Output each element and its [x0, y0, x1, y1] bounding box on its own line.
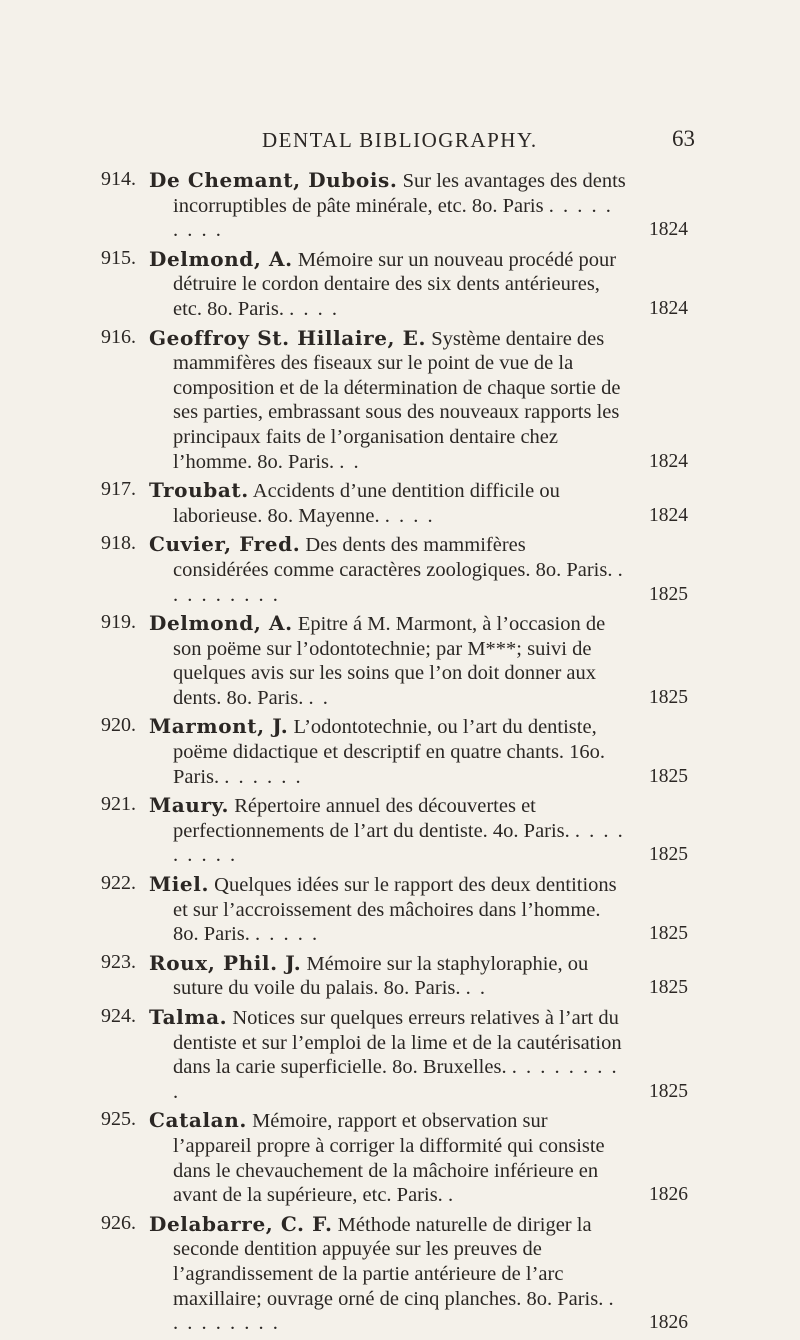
entry-author: Miel. [149, 872, 210, 897]
entry-author: Roux, Phil. J. [149, 950, 302, 975]
entry-body [149, 326, 626, 475]
bibliography-entry [0, 478, 800, 528]
entry-leader-dots: . . . . . . . . . [173, 1056, 619, 1103]
entry-number: 922. [101, 872, 136, 895]
entry-body [149, 1108, 626, 1207]
bibliography-entry [0, 326, 800, 475]
bibliography-entry [0, 168, 800, 243]
bibliography-entry [0, 1005, 800, 1104]
bibliography-entry [0, 247, 800, 322]
running-head: DENTAL BIBLIOGRAPHY. [262, 128, 538, 152]
entry-author: Marmont, J. [149, 714, 289, 739]
entry-body [149, 1212, 626, 1336]
entry-body [149, 168, 626, 243]
entry-title: L’odontotechnie, ou l’art du dentiste, poëme didactique et descriptif en quatre chants. 16o. Paris. [173, 716, 606, 788]
entry-title: Notices sur quelques erreurs relatives à l’art du dentiste et sur l’emploi de la lime et de la cautérisation dans la carie superficielle. 8o. Bruxelles. [173, 1007, 622, 1079]
bibliography-entry [0, 1212, 800, 1336]
entry-leader-dots: . . . . . . . . . [173, 1287, 616, 1335]
entry-year: 1825 [649, 844, 688, 866]
entry-year: 1826 [649, 1312, 688, 1334]
entry-title: Accidents d’une dentition difficile ou laborieuse. 8o. Mayenne. [173, 480, 560, 527]
page-number: 63 [672, 126, 695, 151]
entry-author: Catalan. [149, 1108, 247, 1133]
entry-title: Des dents des mammifères considérées comme caractères zoologiques. 8o. Paris. [173, 534, 613, 581]
entry-title: Système dentaire des mammifères des fiseaux sur le point de vue de la composition et de la détermination de chaque sortie de ses parties, embrassant sous des nouveaux rapports les principaux faits de l’organisation dentaire chez l’homme. 8o. Paris. [173, 327, 621, 473]
entry-title: Méthode naturelle de diriger la seconde dentition appuyée sur les preuves de l’agrandissement de la partie antérieure de l’arc maxillaire; ouvrage orné de cinq planches. 8o. Paris. [173, 1213, 604, 1310]
bibliography-entry [0, 1108, 800, 1207]
entry-body [149, 872, 626, 947]
bibliography-list [0, 168, 800, 1340]
entry-year: 1825 [649, 686, 688, 708]
entry-title: Sur les avantages des dents incorruptibles de pâte minérale, etc. 8o. Paris [173, 170, 626, 217]
entry-leader-dots: . . . . . [255, 923, 320, 946]
entry-body [149, 793, 626, 868]
entry-number: 919. [101, 611, 136, 634]
entry-number: 920. [101, 714, 136, 737]
entry-leader-dots: . . [339, 450, 361, 473]
entry-number: 923. [101, 950, 136, 973]
entry-author: Delmond, A. [149, 611, 293, 636]
entry-year: 1824 [649, 504, 688, 526]
entry-number: 918. [101, 532, 136, 555]
entry-year: 1824 [649, 219, 688, 241]
entry-author: Delmond, A. [149, 246, 293, 271]
entry-leader-dots: . . . . [289, 297, 340, 320]
entry-author: De Chemant, Dubois. [149, 168, 398, 192]
entry-body [149, 714, 626, 789]
bibliography-entry [0, 611, 800, 710]
entry-body [149, 951, 626, 1001]
entry-year: 1825 [649, 977, 688, 999]
bibliography-entry [0, 714, 800, 789]
entry-number: 914. [101, 168, 136, 190]
entry-number: 921. [101, 793, 136, 816]
bibliography-entry [0, 532, 800, 607]
entry-number: 915. [101, 246, 136, 269]
entry-body [149, 611, 626, 710]
entry-body [149, 532, 626, 607]
entry-leader-dots: . . . . . . . . . [173, 558, 625, 606]
entry-title: Mémoire, rapport et observation sur l’appareil propre à corriger la difformité qui consiste dans le chevauchement de la mâchoire inférieure en avant de la supérieure, etc. Paris. [173, 1110, 605, 1207]
entry-body [149, 247, 626, 322]
entry-body [149, 1005, 626, 1104]
entry-leader-dots: . . . . . . . . . [173, 819, 625, 867]
entry-number: 916. [101, 325, 136, 348]
entry-author: Delabarre, C. F. [149, 1211, 333, 1236]
entry-body [149, 478, 626, 528]
entry-year: 1824 [649, 297, 688, 319]
entry-leader-dots: . . [465, 977, 488, 1000]
entry-leader-dots: . . . . . . . . . [173, 194, 613, 242]
entry-number: 925. [101, 1108, 136, 1131]
entry-title: Répertoire annuel des découvertes et perfectionnements de l’art du dentiste. 4o. Paris. [173, 795, 570, 842]
entry-author: Maury. [149, 793, 230, 818]
entry-number: 917. [101, 478, 136, 501]
entry-number: 926. [101, 1211, 136, 1234]
entry-leader-dots: . [447, 1184, 456, 1207]
entry-year: 1825 [649, 923, 688, 945]
entry-author: Talma. [149, 1005, 228, 1029]
entry-author: Geoffroy St. Hillaire, E. [149, 325, 427, 350]
bibliography-entry [0, 872, 800, 947]
entry-year: 1825 [649, 583, 688, 605]
entry-year: 1824 [649, 450, 688, 472]
entry-leader-dots: . . [308, 686, 330, 709]
entry-author: Cuvier, Fred. [149, 532, 301, 557]
bibliography-entry [0, 793, 800, 868]
entry-title: Mémoire sur la staphyloraphie, ou suture du voile du palais. 8o. Paris. [173, 952, 589, 1000]
entry-author: Troubat. [149, 478, 249, 503]
bibliography-entry [0, 951, 800, 1001]
entry-year: 1825 [649, 765, 688, 787]
entry-title: Mémoire sur un nouveau procédé pour détruire le cordon dentaire des six dents antérieures, etc. 8o. Paris. [173, 248, 617, 320]
page-header [0, 128, 800, 158]
entry-year: 1826 [649, 1184, 688, 1206]
entry-year: 1825 [649, 1080, 688, 1102]
entry-leader-dots: . . . . [384, 504, 435, 527]
entry-leader-dots: . . . . . . [224, 765, 303, 788]
entry-title: Epitre á M. Marmont, à l’occasion de son poëme sur l’odontotechnie; par M***; suivi de quelques avis sur les soins que l’on doit donner aux dents. 8o. Paris. [173, 613, 606, 709]
entry-title: Quelques idées sur le rapport des deux dentitions et sur l’accroissement des mâchoires dans l’homme. 8o. Paris. [173, 874, 617, 946]
entry-number: 924. [101, 1005, 136, 1027]
